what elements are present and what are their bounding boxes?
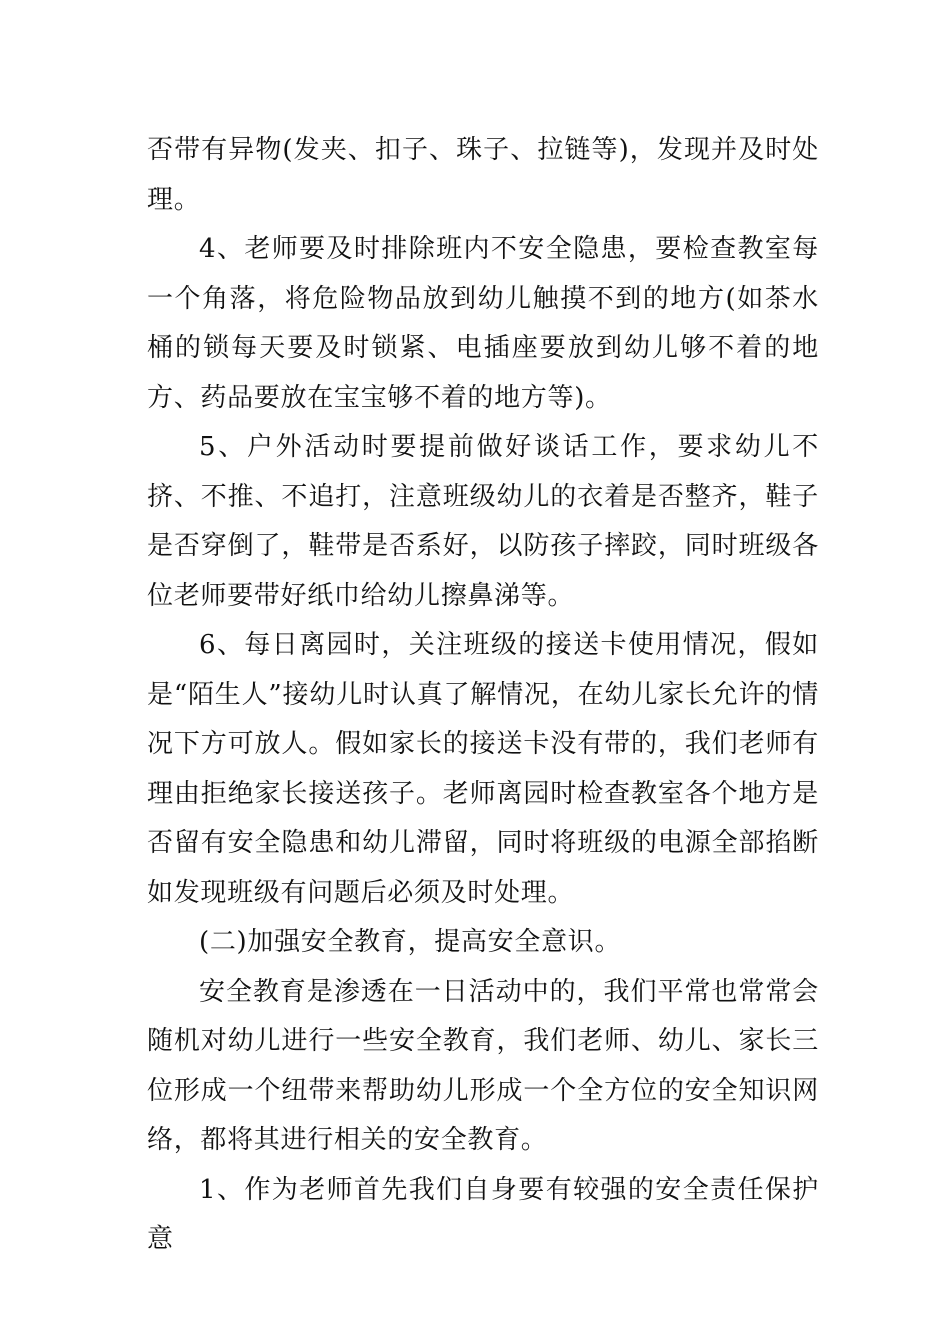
paragraph-section-intro: 安全教育是渗透在一日活动中的，我们平常也常常会随机对幼儿进行一些安全教育，我们老师、幼儿、家长三位形成一个纽带来帮助幼儿形成一个全方位的安全知识网络，都将其进行相关的安全教育。 <box>147 976 819 1155</box>
document-body <box>147 126 819 1265</box>
section-heading: (二)加强安全教育，提高安全意识。 <box>199 927 622 957</box>
paragraph-item-4: 4、老师要及时排除班内不安全隐患，要检查教室每一个角落，将危险物品放到幼儿触摸不到的地方(如茶水桶的锁每天要及时锁紧、电插座要放到幼儿够不着的地方、药品要放在宝宝够不着的地方等)。 <box>147 234 819 413</box>
paragraph-section-item-1: 1、作为老师首先我们自身要有较强的安全责任保护意 <box>147 1174 819 1254</box>
paragraph-item-5: 5、户外活动时要提前做好谈话工作，要求幼儿不挤、不推、不追打，注意班级幼儿的衣着是否整齐，鞋子是否穿倒了，鞋带是否系好，以防孩子摔跤，同时班级各位老师要带好纸巾给幼儿擦鼻涕等。 <box>147 432 819 611</box>
paragraph-item-6: 6、每日离园时，关注班级的接送卡使用情况，假如是“陌生人”接幼儿时认真了解情况，在幼儿家长允许的情况下方可放人。假如家长的接送卡没有带的，我们老师有理由拒绝家长接送孩子。老师离园时检查教室各个地方是否留有安全隐患和幼儿滞留，同时将班级的电源全部掐断如发现班级有问题后必须及时处理。 <box>147 630 819 908</box>
paragraph-continuation: 否带有异物(发夹、扣子、珠子、拉链等)，发现并及时处理。 <box>147 135 819 215</box>
